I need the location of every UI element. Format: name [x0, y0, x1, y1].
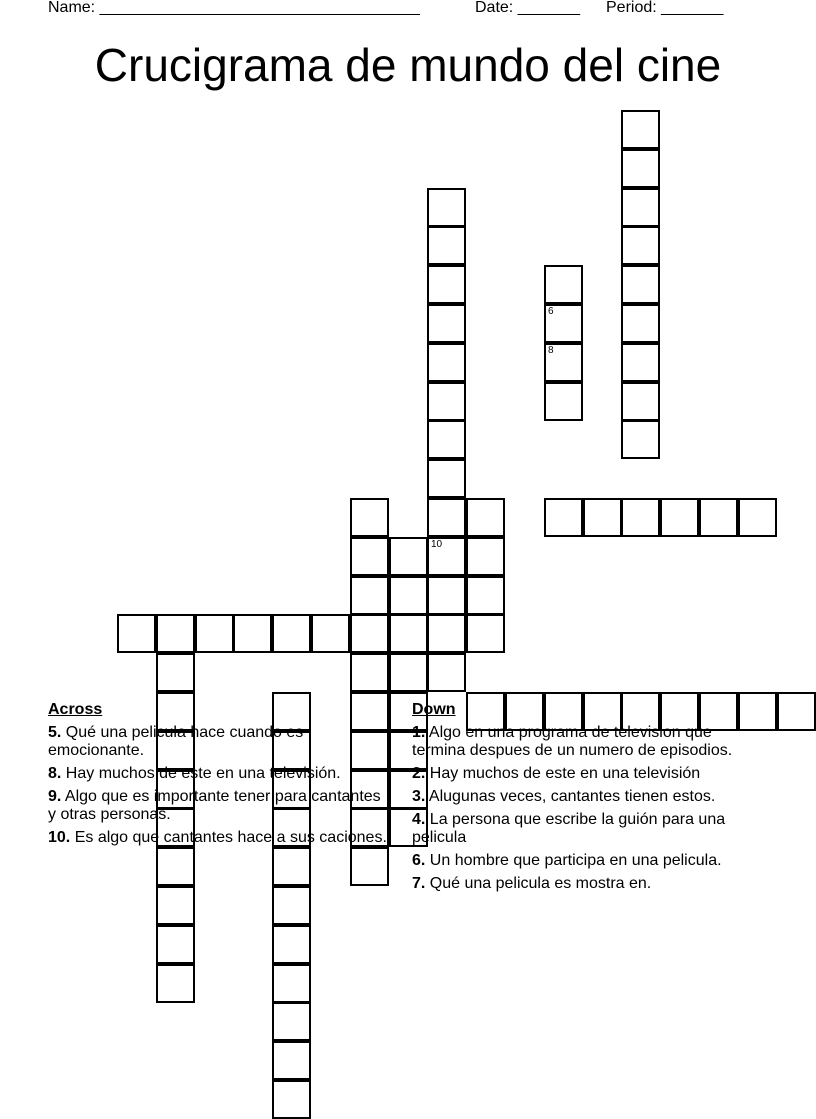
grid-cell[interactable]	[621, 343, 660, 382]
clue-number-label: 10	[431, 539, 443, 550]
grid-cell[interactable]	[156, 653, 195, 692]
grid-cell[interactable]	[660, 498, 699, 537]
grid-cell[interactable]	[427, 188, 466, 227]
clue-number: 3.	[412, 788, 426, 805]
period-field: Period: _______	[606, 0, 724, 16]
grid-cell[interactable]	[466, 576, 505, 615]
grid-cell[interactable]	[350, 498, 389, 537]
grid-cell[interactable]	[427, 576, 466, 615]
grid-cell[interactable]	[350, 614, 389, 653]
grid-cell[interactable]	[389, 653, 428, 692]
grid-cell[interactable]	[272, 964, 311, 1003]
grid-cell[interactable]	[466, 614, 505, 653]
clue-text: Alugunas veces, cantantes tienen estos.	[425, 788, 716, 805]
grid-cell[interactable]	[621, 498, 660, 537]
clue-text: Hay muchos de este en una televisión.	[61, 765, 341, 782]
clue-down-7	[412, 875, 752, 893]
grid-cell[interactable]	[466, 537, 505, 576]
grid-cell[interactable]	[427, 614, 466, 653]
down-heading: Down	[412, 701, 456, 718]
grid-cell[interactable]	[621, 149, 660, 188]
grid-cell[interactable]	[272, 886, 311, 925]
grid-cell[interactable]	[621, 420, 660, 459]
clue-number: 4.	[412, 811, 426, 828]
down-clues	[412, 700, 752, 898]
grid-cell[interactable]	[427, 537, 466, 576]
grid-cell[interactable]	[156, 847, 195, 886]
clue-number-label: 8	[548, 345, 554, 356]
grid-cell[interactable]	[466, 498, 505, 537]
grid-cell[interactable]	[350, 847, 389, 886]
clue-text: La persona que escribe la guión para una pelicula	[412, 811, 726, 846]
grid-cell[interactable]	[544, 498, 583, 537]
grid-cell[interactable]	[777, 692, 816, 731]
clue-across-8	[48, 765, 393, 783]
grid-cell[interactable]	[156, 614, 195, 653]
clue-text: Qué una pelicula hace cuando es emocionante.	[48, 724, 304, 759]
grid-cell[interactable]	[272, 925, 311, 964]
grid-cell[interactable]	[427, 382, 466, 421]
clue-text: Es algo que cantantes hace a sus caciones.	[70, 829, 387, 846]
grid-cell[interactable]	[621, 188, 660, 227]
grid-cell[interactable]	[621, 382, 660, 421]
grid-cell[interactable]	[272, 847, 311, 886]
across-clues	[48, 700, 393, 852]
clue-down-2	[412, 765, 752, 783]
grid-cell[interactable]	[389, 576, 428, 615]
clue-number-label: 6	[548, 306, 554, 317]
grid-cell[interactable]	[427, 226, 466, 265]
grid-cell[interactable]	[272, 1080, 311, 1119]
clue-number: 9.	[48, 788, 62, 805]
clue-number: 1.	[412, 724, 426, 741]
grid-cell[interactable]	[699, 498, 738, 537]
grid-cell[interactable]	[427, 653, 466, 692]
grid-cell[interactable]	[621, 304, 660, 343]
grid-cell[interactable]	[621, 110, 660, 149]
clue-down-1	[412, 724, 752, 760]
clue-across-10	[48, 829, 393, 847]
clue-number: 10.	[48, 829, 71, 846]
grid-cell[interactable]	[738, 498, 777, 537]
clue-number: 2.	[412, 765, 426, 782]
grid-cell[interactable]	[427, 304, 466, 343]
date-field: Date: _______	[475, 0, 580, 16]
clue-across-5	[48, 724, 393, 760]
grid-cell[interactable]	[389, 614, 428, 653]
grid-cell[interactable]	[544, 382, 583, 421]
clue-number: 7.	[412, 875, 426, 892]
clue-number: 5.	[48, 724, 62, 741]
grid-cell[interactable]	[156, 886, 195, 925]
clue-text: Qué una pelicula es mostra en.	[425, 875, 652, 892]
grid-cell[interactable]	[350, 653, 389, 692]
clue-number: 8.	[48, 765, 62, 782]
grid-cell[interactable]	[156, 964, 195, 1003]
grid-cell[interactable]	[272, 614, 311, 653]
grid-cell[interactable]	[544, 304, 583, 343]
grid-cell[interactable]	[195, 614, 234, 653]
grid-cell[interactable]	[427, 498, 466, 537]
grid-cell[interactable]	[156, 925, 195, 964]
grid-cell[interactable]	[621, 226, 660, 265]
grid-cell[interactable]	[272, 1002, 311, 1041]
grid-cell[interactable]	[583, 498, 622, 537]
clue-down-4	[412, 811, 752, 847]
grid-cell[interactable]	[311, 614, 350, 653]
clue-down-6	[412, 852, 752, 870]
clue-text: Algo en una programa de television que termina despues de un numero de episodios.	[412, 724, 733, 759]
clue-down-3	[412, 788, 752, 806]
grid-cell[interactable]	[350, 537, 389, 576]
grid-cell[interactable]	[427, 343, 466, 382]
clue-across-9	[48, 788, 393, 824]
grid-cell[interactable]	[117, 614, 156, 653]
clue-text: Un hombre que participa en una pelicula.	[425, 852, 722, 869]
grid-cell[interactable]	[427, 459, 466, 498]
grid-cell[interactable]	[427, 265, 466, 304]
across-heading: Across	[48, 701, 103, 718]
clue-number: 6.	[412, 852, 426, 869]
grid-cell[interactable]	[233, 614, 272, 653]
clue-text: Algo que es importante tener para cantantes y otras personas.	[48, 788, 381, 823]
grid-cell[interactable]	[389, 537, 428, 576]
name-field: Name: ____________________________________	[48, 0, 420, 16]
grid-cell[interactable]	[427, 420, 466, 459]
clue-text: Hay muchos de este en una televisión	[425, 765, 701, 782]
grid-cell[interactable]	[544, 343, 583, 382]
grid-cell[interactable]	[544, 265, 583, 304]
grid-cell[interactable]	[350, 576, 389, 615]
grid-cell[interactable]	[272, 1041, 311, 1080]
grid-cell[interactable]	[621, 265, 660, 304]
page-title: Crucigrama de mundo del cine	[94, 39, 722, 91]
